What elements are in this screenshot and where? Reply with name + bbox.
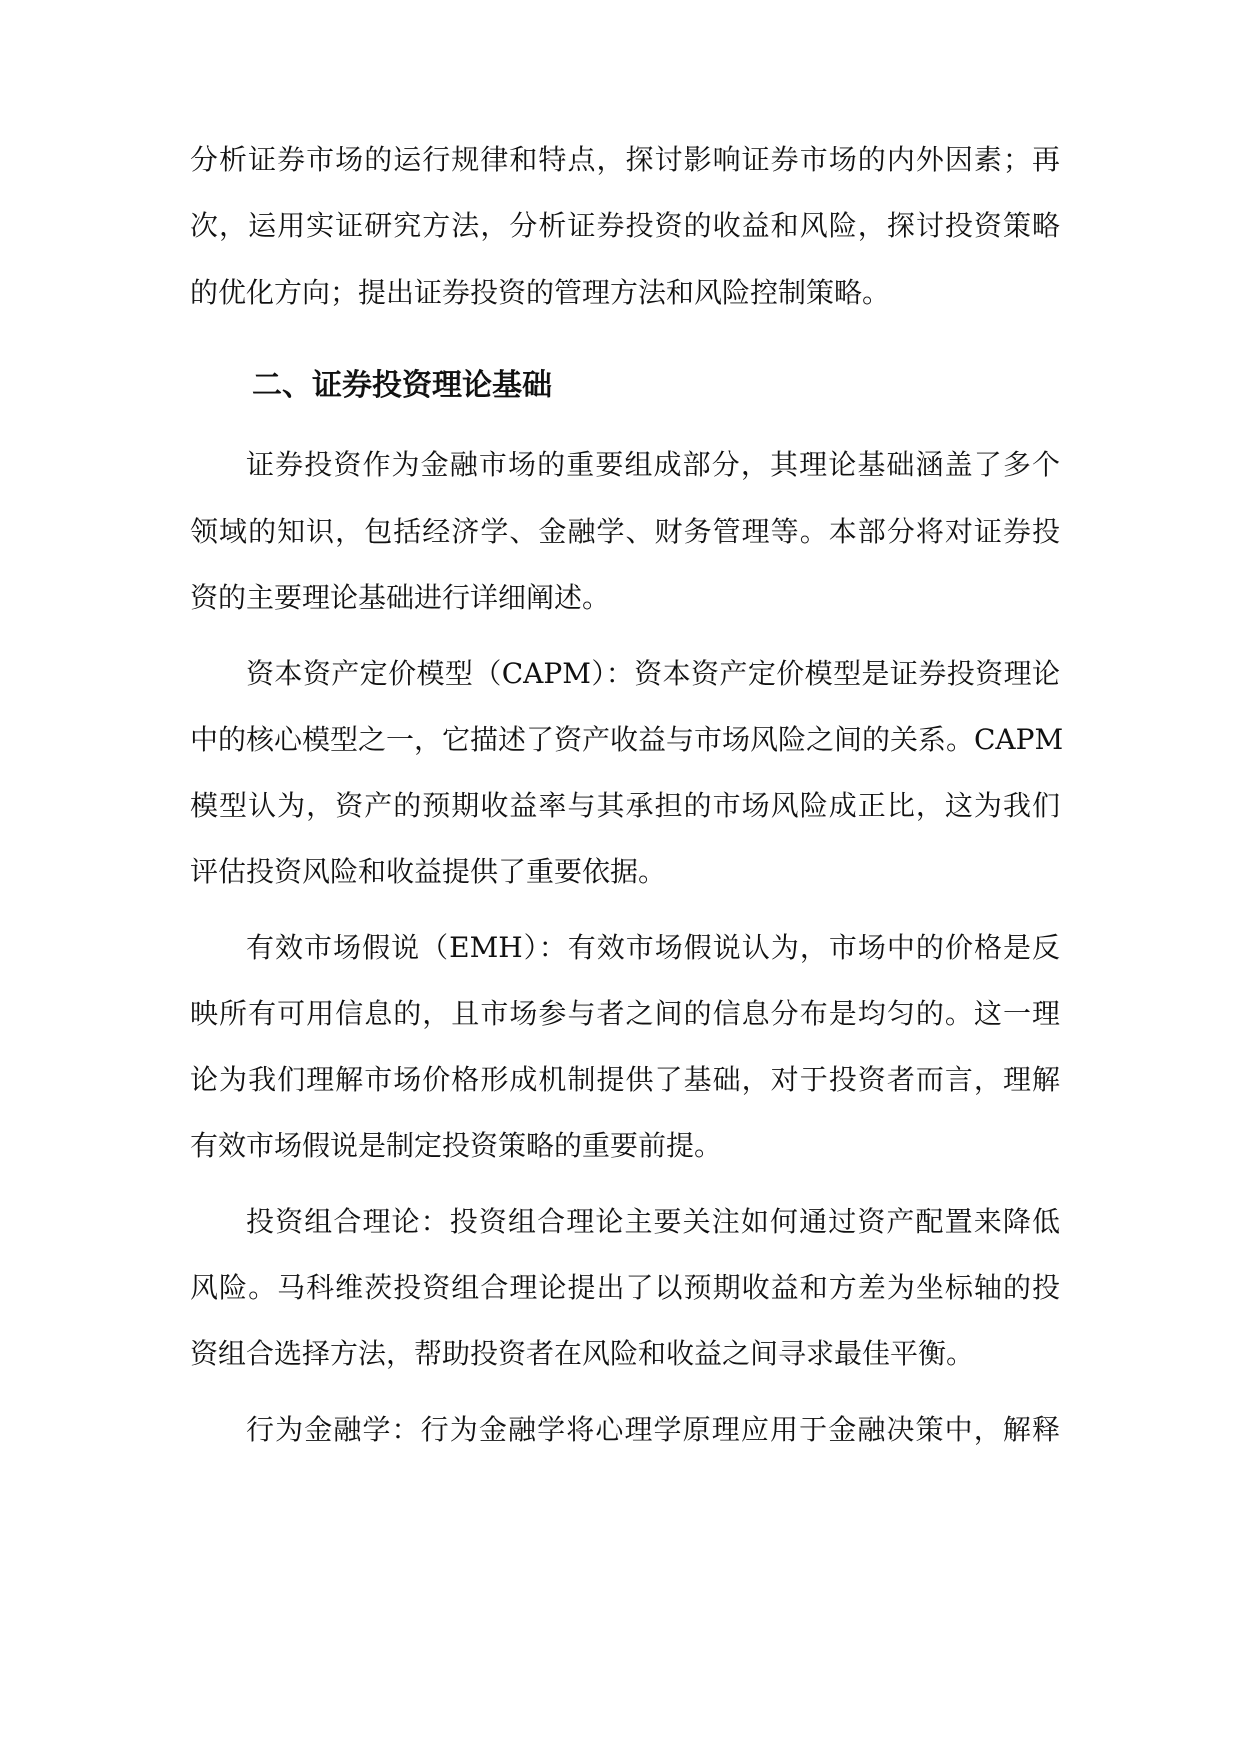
text-line: 评估投资风险和收益提供了重要依据。 — [190, 855, 667, 888]
text-line: 领域的知识，包括经济学、金融学、财务管理等。本部分将对证券投 — [190, 515, 1060, 548]
text-line: 证券投资作为金融市场的重要组成部分，其理论基础涵盖了多个 — [246, 448, 1060, 481]
text-line: 分析证券市场的运行规律和特点，探讨影响证券市场的内外因素；再 — [190, 143, 1060, 176]
text-line: 映所有可用信息的，且市场参与者之间的信息分布是均匀的。这一理 — [190, 997, 1060, 1030]
text-line: 行为金融学：行为金融学将心理学原理应用于金融决策中，解释 — [246, 1413, 1060, 1446]
text-line: 模型认为，资产的预期收益率与其承担的市场风险成正比，这为我们 — [190, 789, 1060, 822]
section-heading: 二、证券投资理论基础 — [252, 368, 552, 403]
text-line: 资组合选择方法，帮助投资者在风险和收益之间寻求最佳平衡。 — [190, 1337, 975, 1370]
text-line: 资的主要理论基础进行详细阐述。 — [190, 581, 611, 614]
text-line: 有效市场假说是制定投资策略的重要前提。 — [190, 1129, 723, 1162]
text-line: 中的核心模型之一，它描述了资产收益与市场风险之间的关系。CAPM — [190, 723, 1064, 756]
text-line: 投资组合理论：投资组合理论主要关注如何通过资产配置来降低 — [246, 1205, 1060, 1238]
text-line: 的优化方向；提出证券投资的管理方法和风险控制策略。 — [190, 276, 891, 309]
text-line: 有效市场假说（EMH）：有效市场假说认为，市场中的价格是反 — [246, 931, 1060, 964]
text-line: 次，运用实证研究方法，分析证券投资的收益和风险，探讨投资策略 — [190, 209, 1060, 242]
text-line: 资本资产定价模型（CAPM）：资本资产定价模型是证券投资理论 — [246, 657, 1060, 690]
text-line: 论为我们理解市场价格形成机制提供了基础，对于投资者而言，理解 — [190, 1063, 1060, 1096]
text-line: 风险。马科维茨投资组合理论提出了以预期收益和方差为坐标轴的投 — [190, 1271, 1060, 1304]
